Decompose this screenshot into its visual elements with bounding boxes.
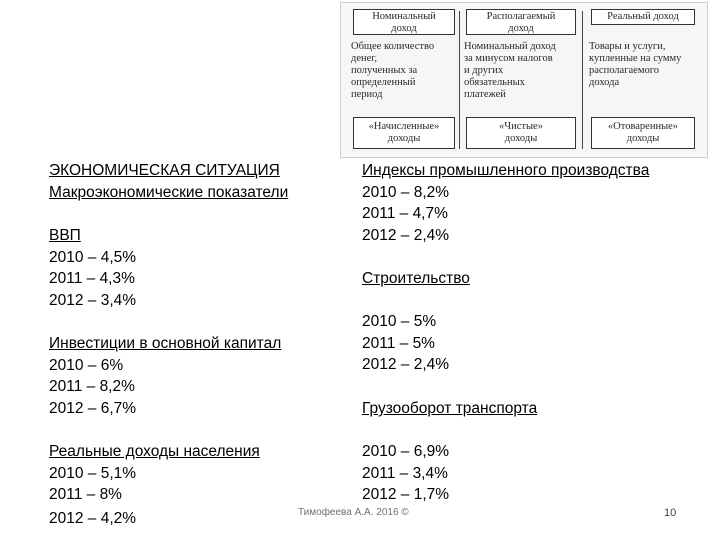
investment-row: 2011 – 8,2% [49,378,135,395]
diagram-header-nominal: Номинальный доход [353,9,455,35]
construction-values [362,311,449,376]
freight-row: 2012 – 1,7% [362,486,450,503]
diagram-text-real: Товары и услуги, купленные на сумму располагаемого дохода [589,41,682,88]
diagram-header-real: Реальный доход [591,9,695,25]
diagram-column-nominal [349,3,459,157]
freight-block [362,398,537,420]
industry-title: Индексы промышленного производства [362,162,650,179]
freight-row: 2010 – 6,9% [362,443,450,460]
section-heading: ЭКОНОМИЧЕСКАЯ СИТУАЦИЯ [49,162,280,179]
left-headings [49,160,288,203]
footer-author: Тимофеева А.А. 2016 © [298,507,409,518]
gdp-row: 2012 – 3,4% [49,291,137,309]
industry-row: 2010 – 8,2% [362,183,450,201]
diagram-column-real [587,3,699,157]
diagram-column-disposable [462,3,580,157]
construction-row: 2011 – 5% [362,334,435,352]
diagram-footer-real: «Отоваренные» доходы [591,117,695,149]
industry-block [362,160,649,246]
industry-row: 2011 – 4,7% [362,205,448,222]
income-types-diagram [340,2,708,158]
section-subheading: Макроэкономические показатели [49,183,289,201]
gdp-row: 2010 – 4,5% [49,248,137,266]
investment-title: Инвестиции в основной капитал [49,335,282,352]
diagram-text-disposable: Номинальный доход за минусом налогов и других обязательных платежей [464,41,556,100]
diagram-header-disposable: Располагаемый доход [466,9,576,35]
income-row: 2011 – 8% [49,486,122,503]
freight-row: 2011 – 3,4% [362,464,448,482]
diagram-divider [459,11,460,149]
construction-title: Строительство [362,270,470,287]
freight-title: Грузооборот транспорта [362,400,538,417]
investment-row: 2012 – 6,7% [49,399,137,417]
construction-row: 2012 – 2,4% [362,356,450,373]
page-number: 10 [664,507,677,519]
diagram-footer-nominal: «Начисленные» доходы [353,117,455,149]
diagram-text-nominal: Общее количество денег, полученных за определенный период [351,41,435,100]
construction-block [362,268,470,290]
investment-block [49,333,281,419]
income-row: 2010 – 5,1% [49,464,137,482]
income-block [49,441,260,529]
industry-row: 2012 – 2,4% [362,226,450,244]
diagram-divider [582,11,583,149]
diagram-footer-disposable: «Чистые» доходы [466,117,576,149]
income-title: Реальные доходы населения [49,443,260,460]
gdp-title: ВВП [49,227,81,244]
freight-values [362,441,449,506]
gdp-row: 2011 – 4,3% [49,270,135,287]
construction-row: 2010 – 5% [362,313,437,330]
income-row: 2012 – 4,2% [49,509,137,527]
gdp-block [49,225,136,311]
investment-row: 2010 – 6% [49,356,124,374]
